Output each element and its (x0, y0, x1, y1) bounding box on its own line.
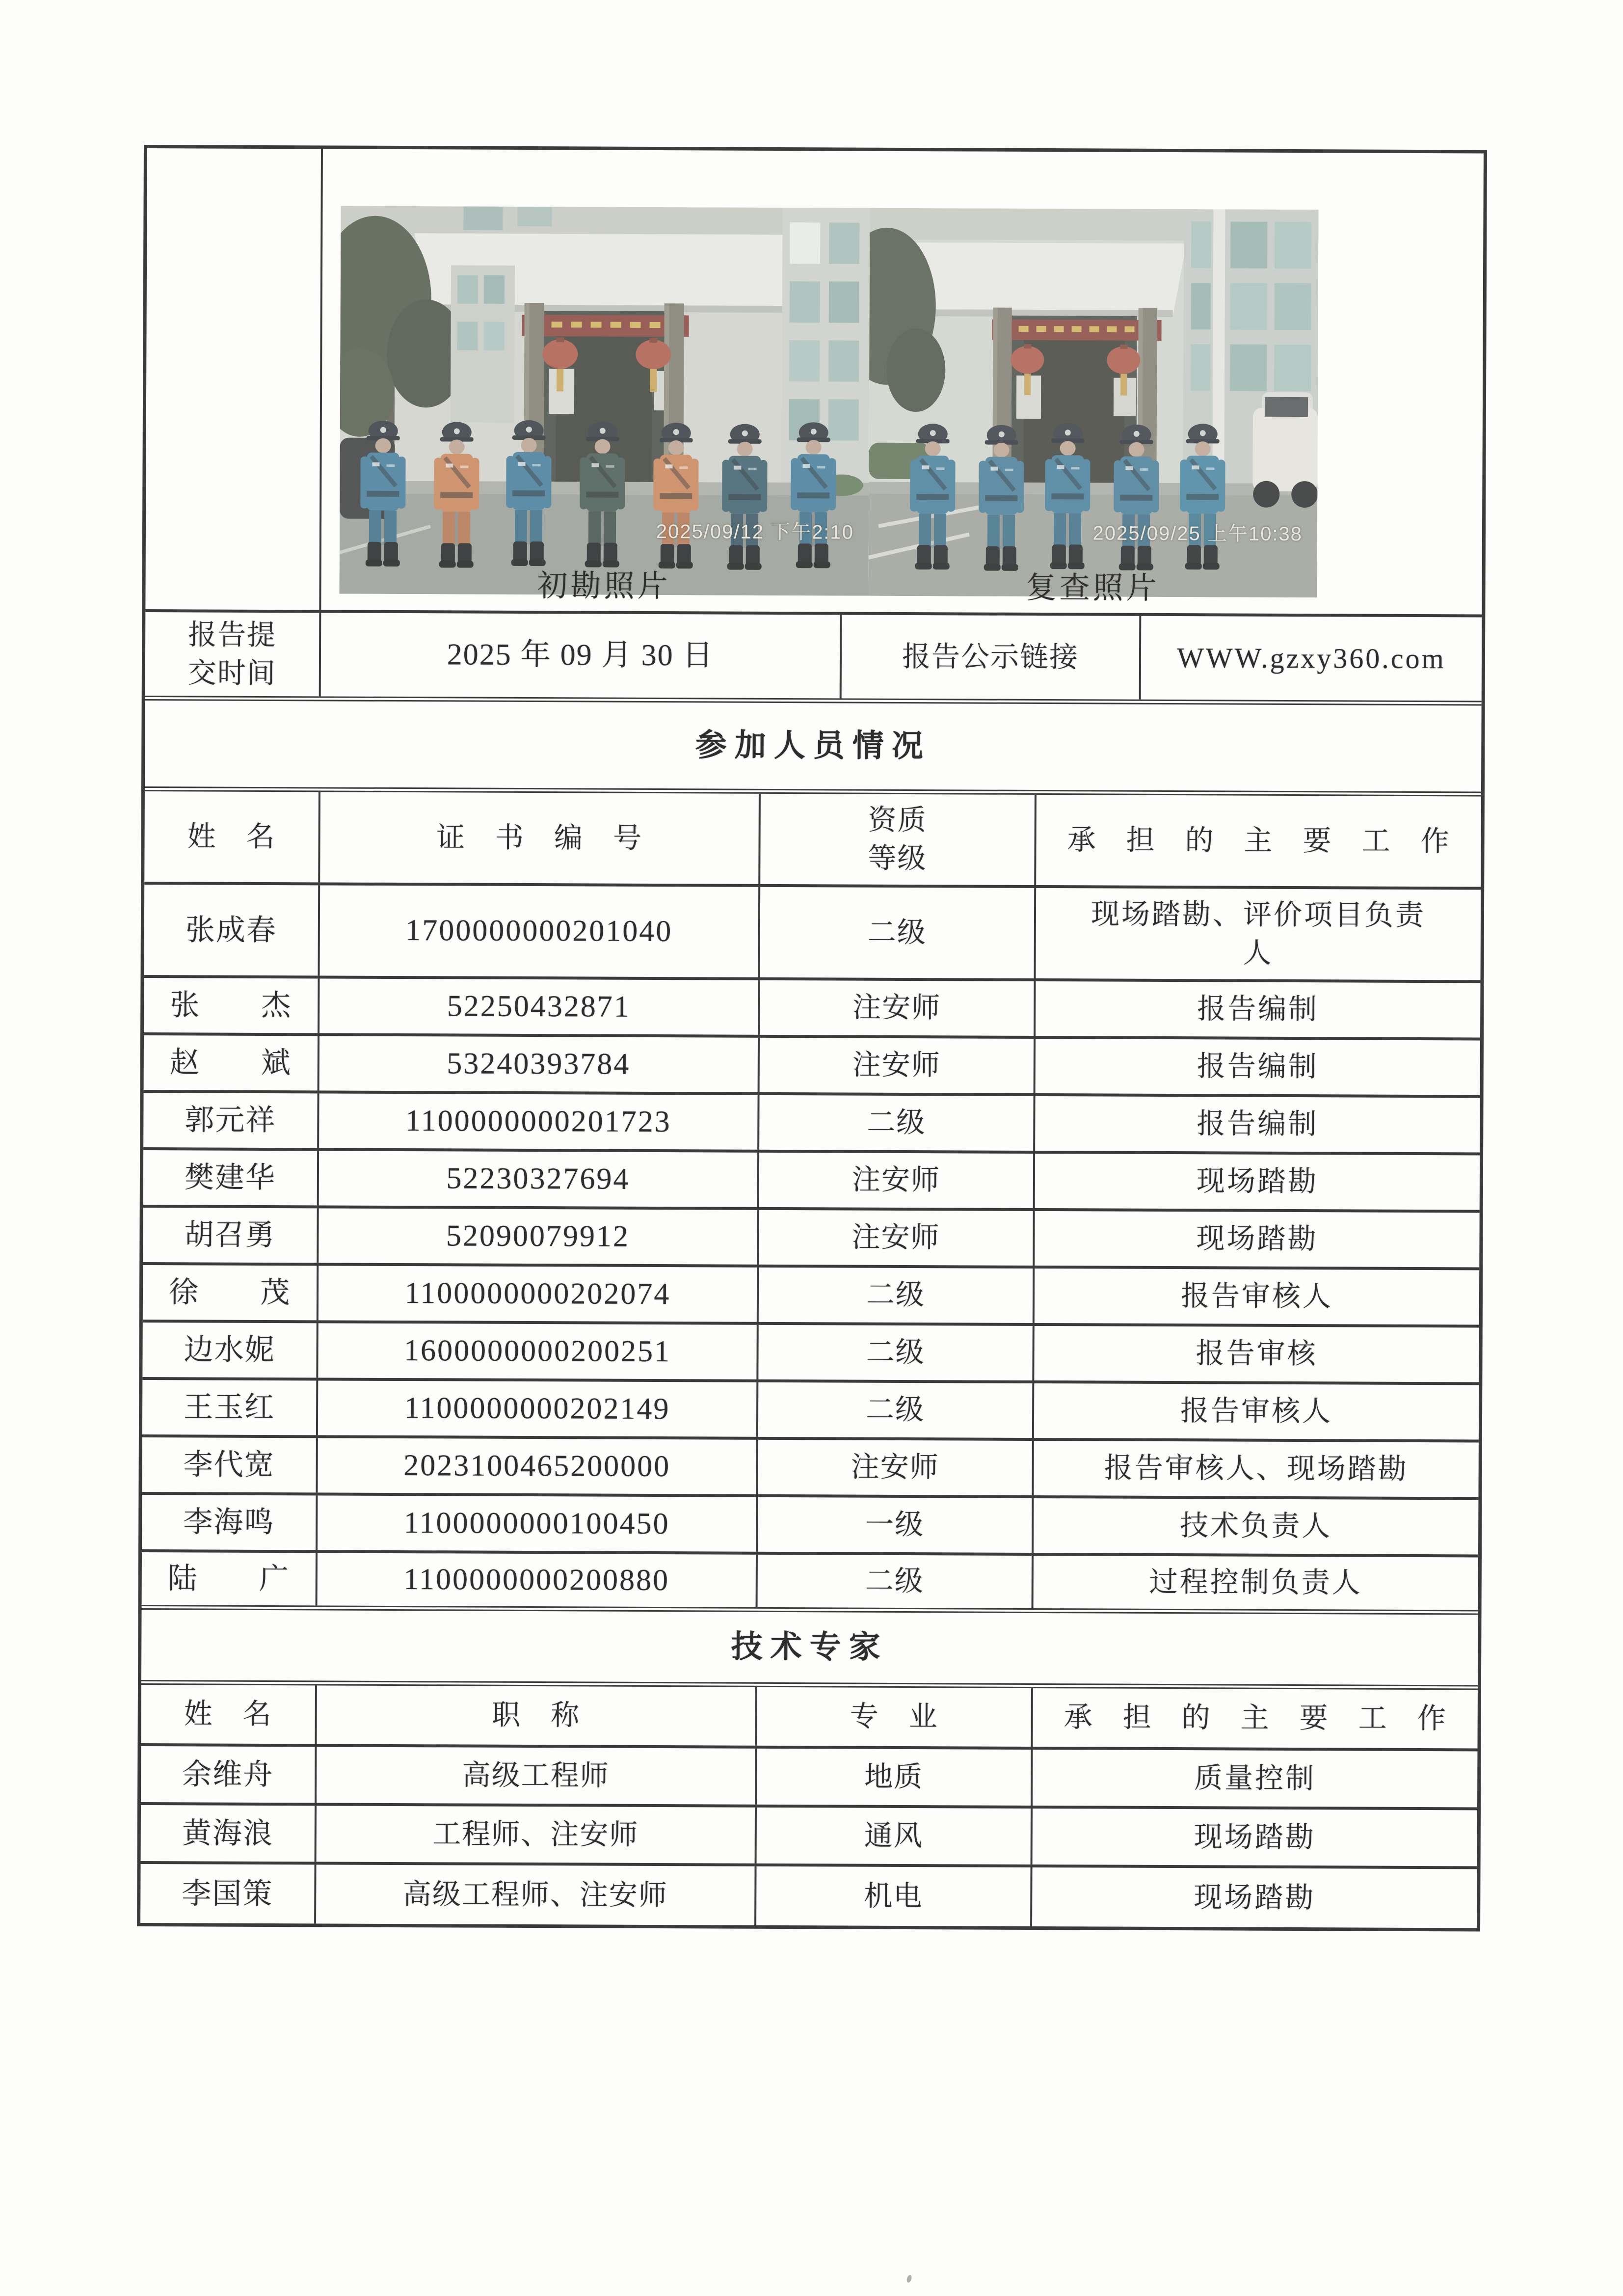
participants-header-row (144, 791, 1481, 890)
expert-title: 高级工程师、注安师 (316, 1864, 756, 1925)
expert-major: 地质 (757, 1749, 1033, 1806)
table-row (142, 1437, 1478, 1500)
participant-name: 赵 斌 (144, 1035, 319, 1090)
expert-work: 现场踏勘 (1194, 1821, 1316, 1854)
expert-title: 高级工程师 (317, 1747, 757, 1804)
participant-level: 注安师 (758, 1440, 1034, 1495)
table-row (142, 1380, 1479, 1442)
participant-work: 报告编制 (1197, 993, 1319, 1026)
table-row (142, 1323, 1479, 1385)
participant-work: 报告编制 (1197, 1050, 1319, 1083)
initial-survey-photo (340, 168, 870, 558)
participant-cert: 1100000000202149 (318, 1380, 758, 1436)
report-link-url: WWW.gzxy360.com (1177, 641, 1446, 675)
participant-cert: 1700000000201040 (320, 885, 761, 977)
participant-level: 一级 (758, 1497, 1034, 1553)
participant-name: 樊建华 (143, 1150, 319, 1205)
participants-section-row (145, 701, 1482, 796)
column-header-name: 姓 名 (144, 791, 320, 882)
participant-level: 注安师 (760, 1038, 1036, 1093)
column-header-work: 承 担 的 主 要 工 作 (1067, 824, 1450, 858)
personnel-report-table (137, 145, 1487, 1931)
table-row (142, 1552, 1478, 1615)
participant-name: 边水妮 (142, 1323, 318, 1378)
participant-name: 胡召勇 (143, 1208, 319, 1263)
expert-major: 机电 (756, 1866, 1032, 1926)
initial-photo-caption: 初勘照片 (537, 569, 671, 604)
expert-name: 黄海浪 (141, 1805, 317, 1862)
participant-level: 二级 (758, 1382, 1034, 1438)
table-row (142, 1495, 1478, 1557)
participant-work: 现场踏勘、评价项目负责 人 (1091, 898, 1426, 969)
participant-cert: 1600000000200251 (318, 1323, 758, 1379)
column-header-cert: 证 书 编 号 (320, 792, 761, 884)
photo-timestamp: 2025/09/12 下午2:10 (656, 521, 854, 543)
participant-level: 二级 (758, 1325, 1034, 1380)
participants-section-title: 参加人员情况 (695, 728, 931, 764)
expert-work: 现场踏勘 (1194, 1881, 1316, 1914)
participant-name: 王玉红 (142, 1380, 318, 1435)
column-header-title: 职 称 (317, 1685, 757, 1745)
experts-section-row (141, 1610, 1478, 1690)
participant-cert: 2023100465200000 (318, 1438, 758, 1494)
expert-name: 余维舟 (141, 1746, 317, 1803)
participant-name: 张 杰 (144, 978, 319, 1033)
expert-major: 通风 (757, 1808, 1033, 1864)
participant-name: 李代宽 (142, 1437, 318, 1492)
photo-area (321, 149, 1484, 614)
participant-work: 报告审核人 (1180, 1395, 1333, 1428)
table-row (143, 1093, 1480, 1155)
participant-work: 现场踏勘 (1196, 1165, 1319, 1198)
participant-cert: 1100000000202074 (319, 1266, 759, 1322)
participant-cert: 1100000000100450 (318, 1495, 758, 1551)
participant-level: 二级 (759, 1095, 1035, 1151)
review-photo (869, 170, 1319, 560)
column-header-work: 承 担 的 主 要 工 作 (1064, 1701, 1447, 1735)
table-row (141, 1746, 1477, 1810)
participant-work: 过程控制负责人 (1149, 1566, 1362, 1599)
participant-level: 二级 (758, 1555, 1034, 1608)
participant-name: 李海鸣 (142, 1495, 318, 1550)
participant-cert: 52250432871 (319, 978, 760, 1034)
participant-level: 注安师 (760, 980, 1036, 1036)
participant-work: 报告审核人、现场踏勘 (1104, 1452, 1409, 1486)
participant-name: 徐 茂 (143, 1265, 319, 1320)
submission-date: 2025 年 09 月 30 日 (321, 613, 842, 698)
participant-cert: 52090079912 (319, 1208, 759, 1264)
expert-name: 李国策 (140, 1864, 316, 1923)
table-row (144, 885, 1481, 983)
submission-time-label: 报告提交时间 (145, 612, 321, 696)
participant-name: 陆 广 (142, 1552, 318, 1605)
participant-cert: 1100000000200880 (318, 1553, 758, 1607)
participant-name: 张成春 (144, 885, 320, 975)
participant-cert: 52230327694 (319, 1151, 759, 1207)
participant-level: 注安师 (759, 1210, 1035, 1266)
participant-level: 注安师 (759, 1153, 1035, 1208)
report-link-label: 报告公示链接 (842, 615, 1142, 699)
participant-work: 报告审核 (1196, 1337, 1318, 1370)
table-row (144, 1035, 1480, 1098)
participant-cert: 53240393784 (319, 1036, 760, 1092)
column-header-major: 专 业 (757, 1687, 1033, 1747)
participant-work: 技术负责人 (1180, 1510, 1332, 1542)
table-row (143, 1265, 1479, 1327)
participant-work: 报告编制 (1197, 1107, 1319, 1140)
table-row (141, 1805, 1477, 1869)
table-row (140, 1864, 1477, 1928)
table-row (144, 978, 1480, 1040)
experts-section-title: 技术专家 (731, 1629, 888, 1665)
participant-name: 郭元祥 (143, 1093, 319, 1148)
photo-timestamp: 2025/09/25 上午10:38 (1092, 522, 1303, 545)
photo-row-empty-cell (145, 148, 323, 610)
photo-row (145, 148, 1484, 617)
participant-work: 现场踏勘 (1196, 1222, 1318, 1255)
participant-cert: 1100000000201723 (319, 1093, 759, 1149)
expert-title: 工程师、注安师 (317, 1806, 757, 1863)
table-row (143, 1150, 1480, 1213)
review-photo-caption: 复查照片 (1026, 571, 1160, 605)
participant-work: 报告审核人 (1180, 1280, 1333, 1313)
participant-level: 二级 (760, 887, 1036, 978)
column-header-level: 资质 等级 (760, 794, 1037, 885)
table-row (143, 1208, 1479, 1270)
expert-work: 质量控制 (1194, 1762, 1316, 1795)
participant-level: 二级 (759, 1268, 1035, 1323)
column-header-name: 姓 名 (141, 1685, 317, 1744)
scan-artifact-dot (906, 2274, 913, 2283)
experts-header-row (141, 1685, 1477, 1751)
